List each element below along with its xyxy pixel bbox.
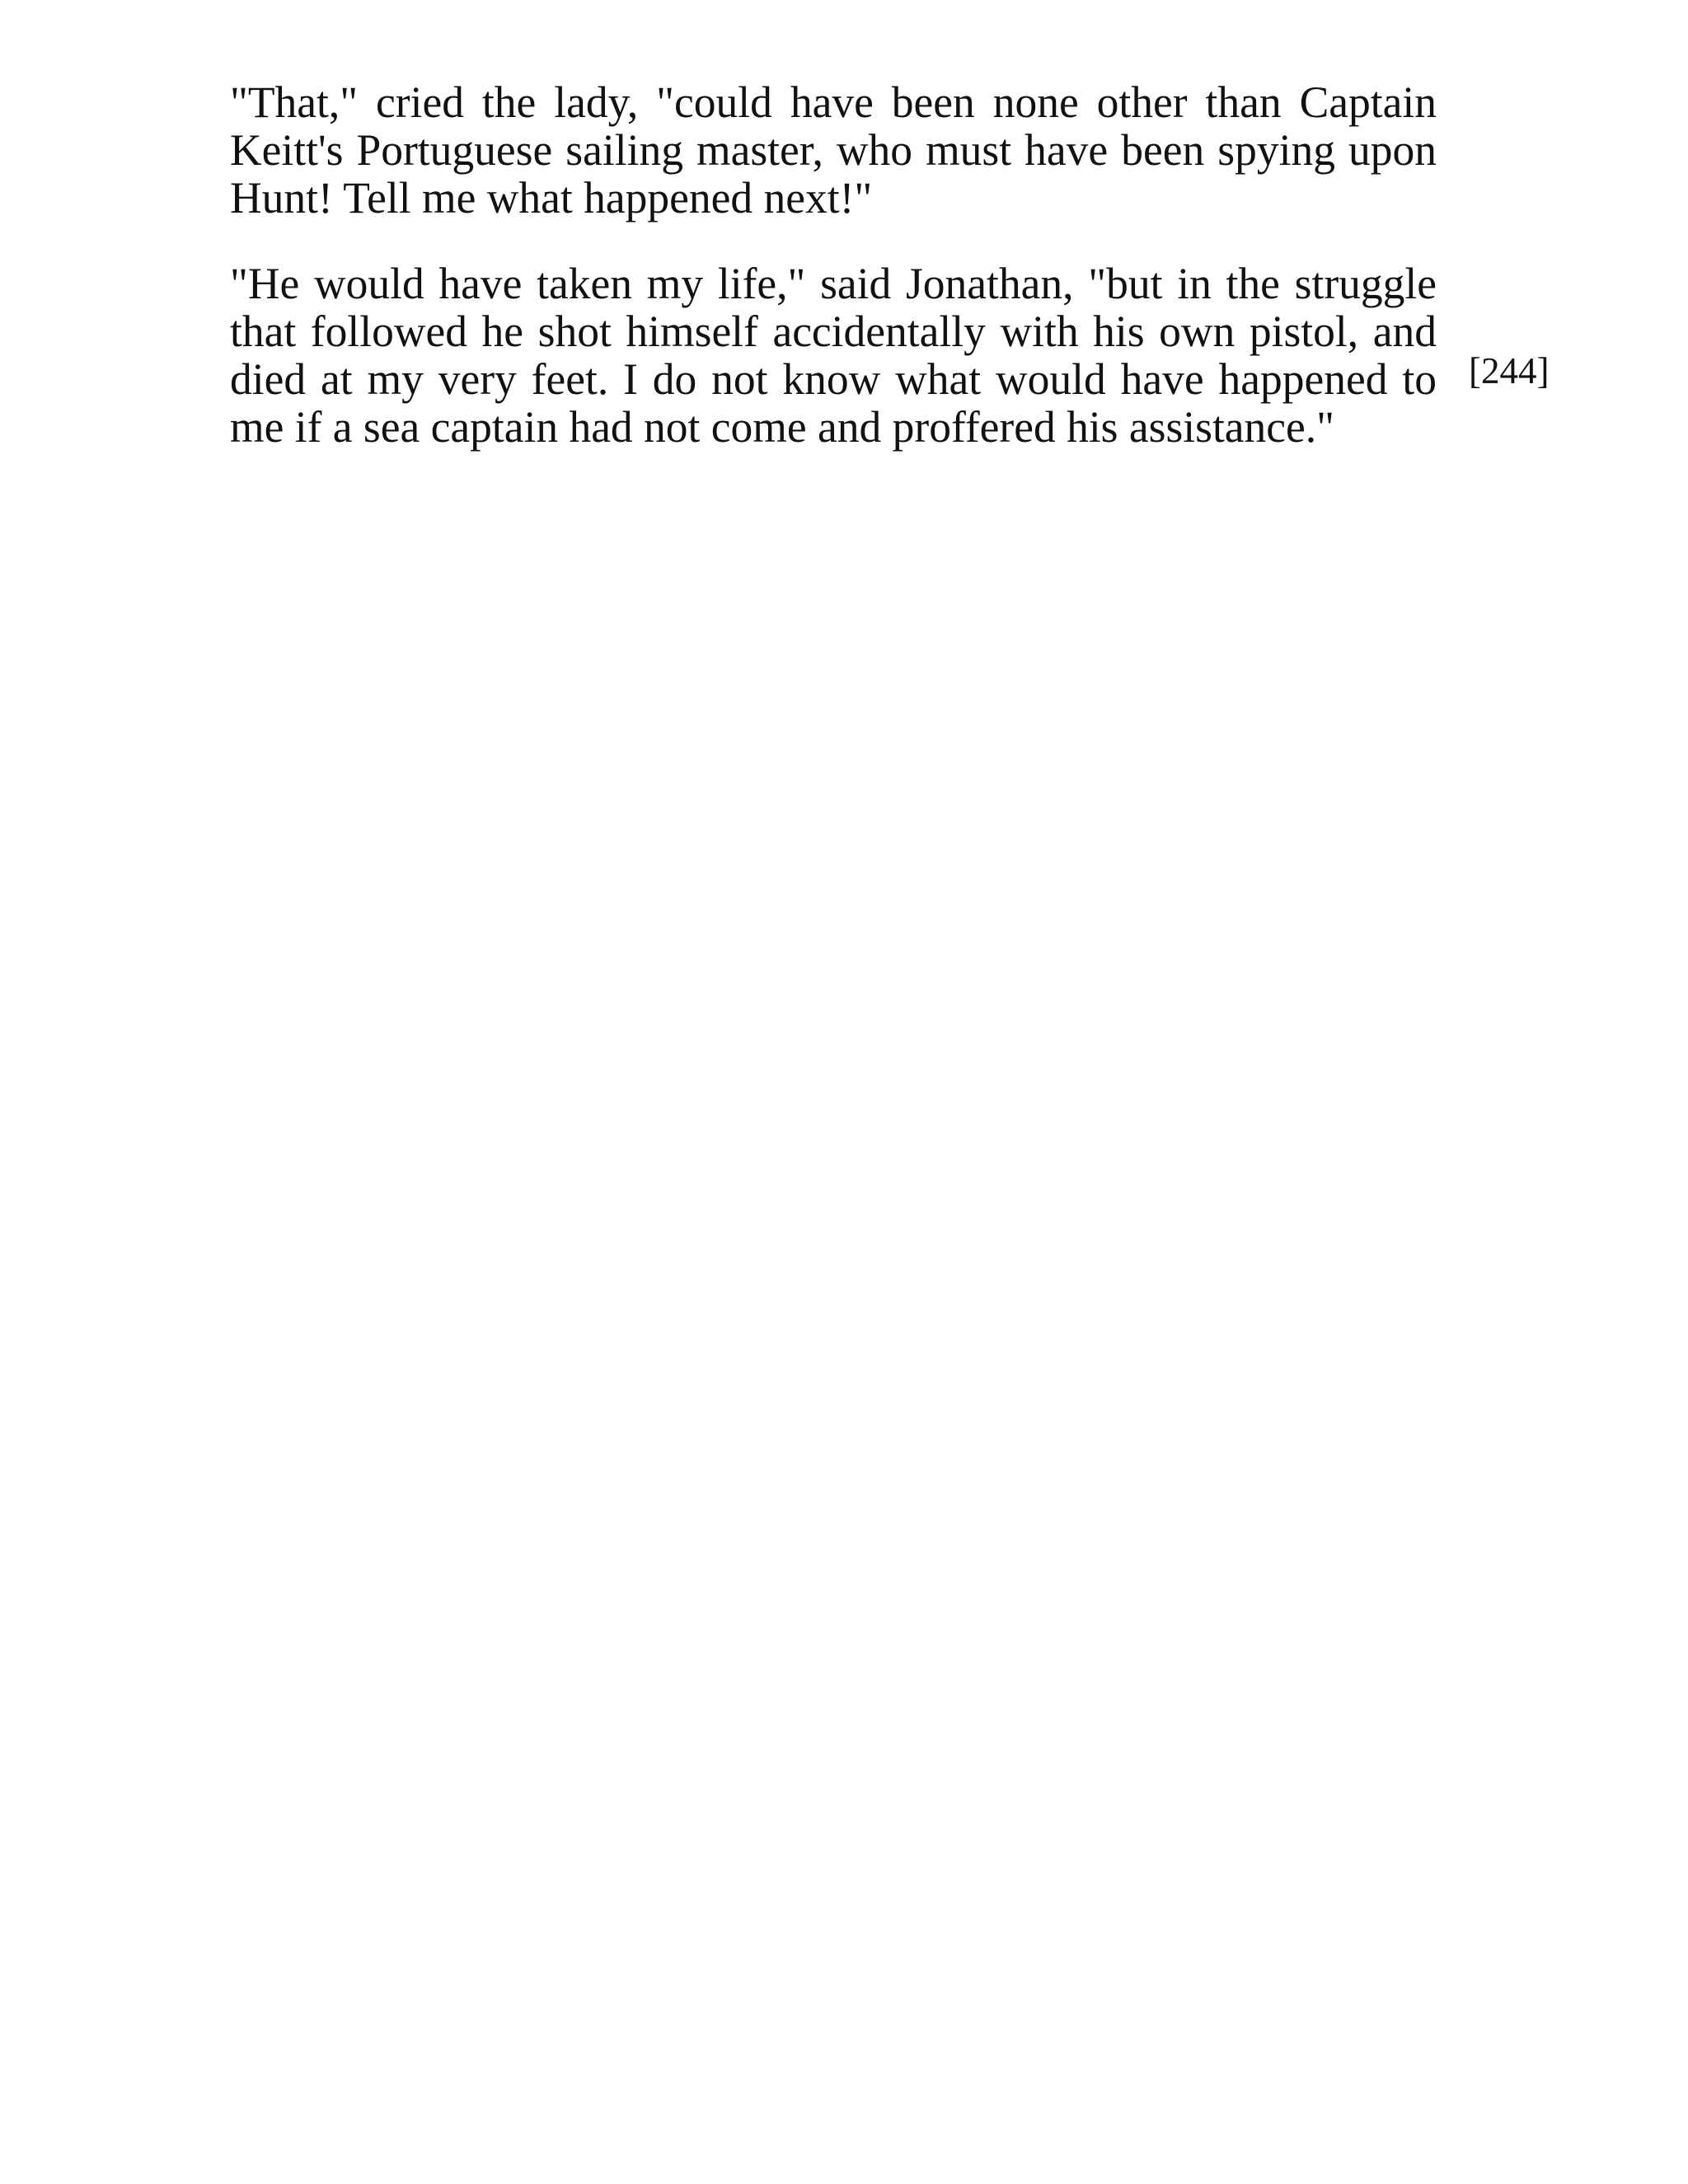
body-text — [230, 78, 1437, 451]
paragraph-2: "He would have taken my life," said Jonathan, "but in the struggle that followed he shot himself accidentally with his own pistol, and died at my very feet. I do not know what would have happened to me if a sea captain had not come and proffered his assistance." — [230, 259, 1437, 452]
paragraph-1: "That," cried the lady, "could have been none other than Captain Keitt's Portuguese sailing master, who must have been spying upon Hunt! Tell me what happened next!" — [230, 77, 1437, 223]
page-number: [244] — [1469, 350, 1550, 391]
